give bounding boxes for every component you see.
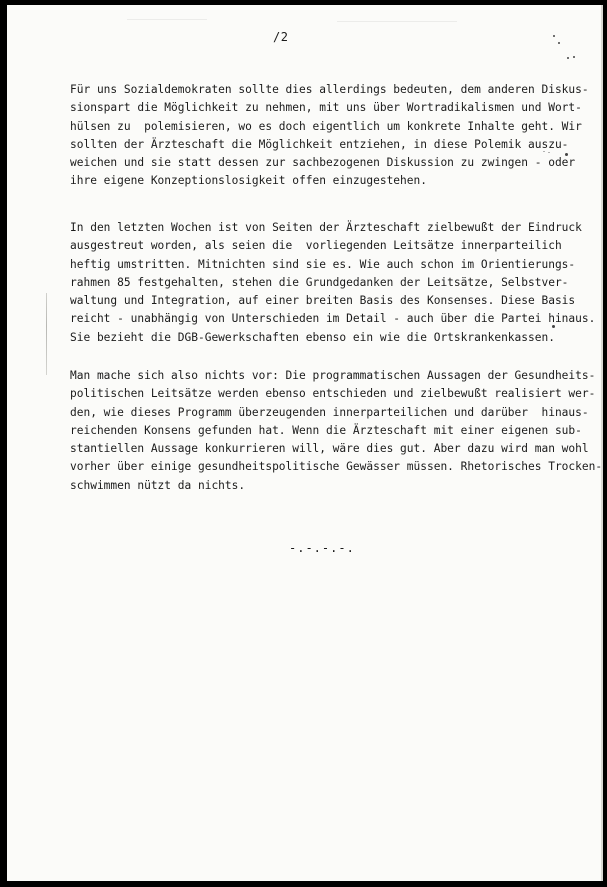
- document-page: [7, 5, 603, 881]
- text-line: rahmen 85 festgehalten, stehen die Grundgedanken der Leitsätze, Selbstver-: [70, 275, 569, 289]
- scan-speck: [558, 42, 560, 44]
- scan-speck: [567, 57, 569, 59]
- text-line: den, wie dieses Programm überzeugenden innerparteilichen und darüber hinaus-: [70, 405, 589, 419]
- text-line: ausgestreut worden, als seien die vorliegenden Leitsätze innerparteilich: [70, 239, 562, 253]
- text-line: reichenden Konsens gefunden hat. Wenn die Ärzteschaft mit einer eigenen sub-: [70, 423, 582, 437]
- text-line: Für uns Sozialdemokraten sollte dies allerdings bedeuten, dem anderen Diskus-: [70, 83, 589, 96]
- text-line: Man mache sich also nichts vor: Die programmatischen Aussagen der Gesundheits-: [70, 369, 596, 382]
- paragraph-3: [70, 367, 603, 495]
- paragraph-2: [70, 219, 596, 347]
- text-line: sionspart die Möglichkeit zu nehmen, mit uns über Wortradikalismen und Wort-: [70, 101, 582, 115]
- text-line: schwimmen nützt da nichts.: [70, 478, 246, 492]
- text-line: waltung und Integration, auf einer breiten Basis des Konsenses. Diese Basis: [70, 294, 576, 308]
- text-line: vorher über einige gesundheitspolitische Gewässer müssen. Rhetorisches Trocken-: [70, 460, 603, 474]
- page-number: /2: [273, 30, 289, 44]
- show-through-mark: [337, 21, 457, 22]
- text-line: stantiellen Aussage konkurrieren will, wäre dies gut. Aber dazu wird man wohl: [70, 442, 589, 456]
- text-line: In den letzten Wochen ist von Seiten der Ärzteschaft zielbewußt der Eindruck: [70, 221, 582, 234]
- end-mark: -.-.-.-.: [289, 541, 355, 555]
- scan-speck: [573, 56, 575, 58]
- text-line: sollten der Ärzteschaft die Möglichkeit entziehen, in diese Polemik auszu-: [70, 137, 569, 151]
- text-line: heftig umstritten. Mitnichten sind sie es. Wie auch schon im Orientierungs-: [70, 257, 576, 271]
- text-line: weichen und sie statt dessen zur sachbezogenen Diskussion zu zwingen - oder: [70, 156, 576, 170]
- text-line: ihre eigene Konzeptionslosigkeit offen einzugestehen.: [70, 174, 427, 188]
- text-line: hülsen zu polemisieren, wo es doch eigentlich um konkrete Inhalte geht. Wir: [70, 119, 582, 133]
- margin-mark: [46, 293, 47, 375]
- text-line: Sie bezieht die DGB-Gewerkschaften ebenso ein wie die Ortskrankenkassen.: [70, 330, 555, 344]
- paragraph-1: [70, 81, 589, 191]
- text-line: reicht - unabhängig von Unterschieden im Detail - auch über die Partei hinaus.: [70, 312, 596, 326]
- text-line: politischen Leitsätze werden ebenso entschieden und zielbewußt realisiert wer-: [70, 387, 596, 401]
- show-through-mark: [127, 19, 207, 20]
- scan-speck: [553, 35, 555, 37]
